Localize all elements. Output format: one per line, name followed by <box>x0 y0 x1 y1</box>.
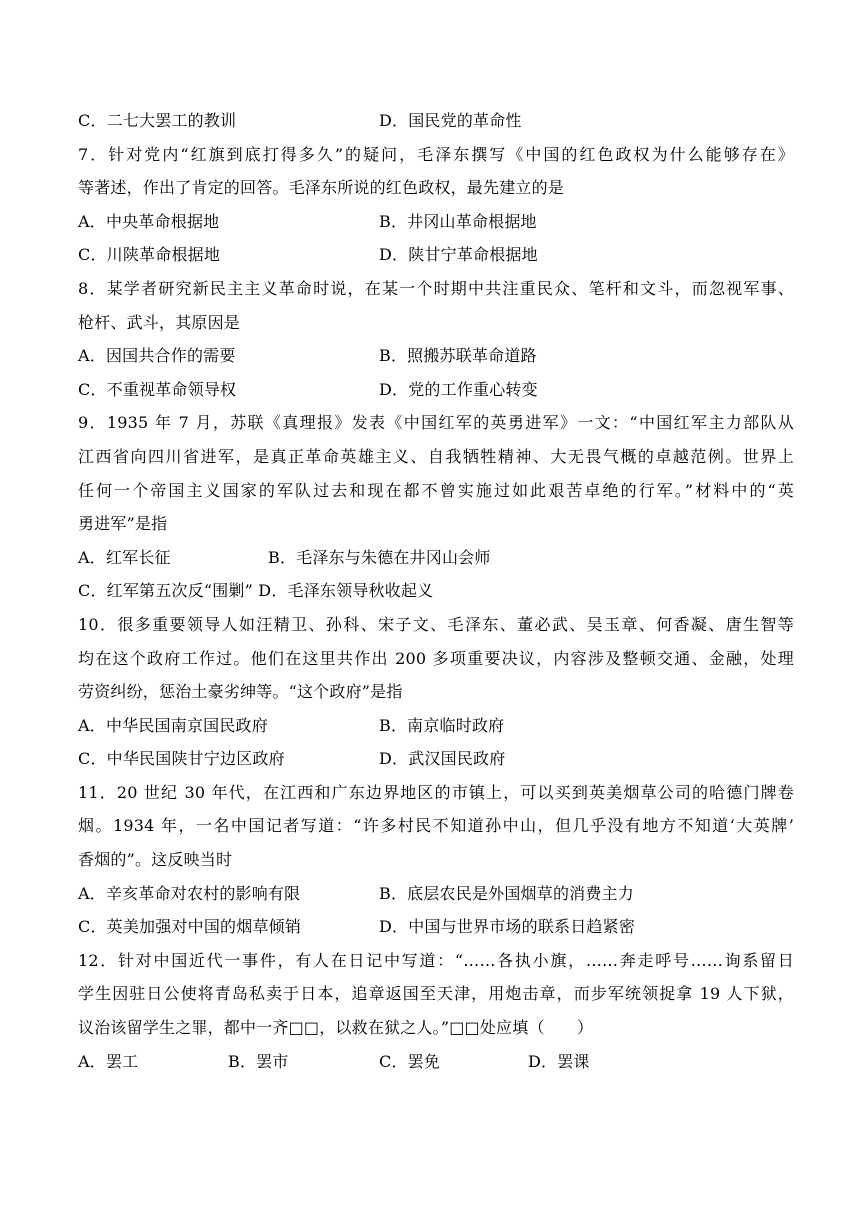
q9-stem-line-3: 任何一个帝国主义国家的军队过去和现在都不曾实施过如此艰苦卓绝的行军。”材料中的“英 <box>78 480 794 500</box>
q12-options-row <box>78 1045 794 1079</box>
q12-stem-line-1: 12．针对中国近代一事件，有人在日记中写道：“……各执小旗，……奔走呼号……询系留日 <box>78 950 794 970</box>
q8-stem-line-1: 8．某学者研究新民主主义革命时说，在某一个时期中共注重民众、笔杆和文斗，而忽视军事、 <box>78 278 794 298</box>
q9-options-row-ab <box>78 541 794 575</box>
q9-option-a[interactable]: A．红军长征 <box>78 547 171 567</box>
q12-option-c[interactable]: C．罢免 <box>379 1051 441 1071</box>
q6-options-row-cd <box>78 104 794 138</box>
q7-option-d[interactable]: D．陕甘宁革命根据地 <box>379 245 538 265</box>
q9-stem-line-4: 勇进军”是指 <box>78 514 168 534</box>
q7-option-a[interactable]: A．中央革命根据地 <box>78 211 220 231</box>
q9-options-row-cd <box>78 574 794 608</box>
q8-option-d[interactable]: D．党的工作重心转变 <box>379 379 538 399</box>
q11-option-c[interactable]: C．英美加强对中国的烟草倾销 <box>78 917 302 937</box>
q10-stem-line-1: 10．很多重要领导人如汪精卫、孙科、宋子文、毛泽东、董必武、吴玉章、何香凝、唐生智等 <box>78 614 794 634</box>
q8-option-c[interactable]: C．不重视革命领导权 <box>78 379 237 399</box>
q9-option-cd[interactable]: C．红军第五次反“围剿” D．毛泽东领导秋收起义 <box>78 581 434 601</box>
q7-options-row-ab <box>78 205 794 239</box>
exam-page <box>78 104 794 1078</box>
q10-option-a[interactable]: A．中华民国南京国民政府 <box>78 715 268 735</box>
q9-stem-line-2: 江西省向四川省进军，是真正革命英雄主义、自我牺牲精神、大无畏气概的卓越范例。世界上 <box>78 446 794 466</box>
q12-option-a[interactable]: A．罢工 <box>78 1051 139 1071</box>
q11-options-row-cd <box>78 910 794 944</box>
q7-option-b[interactable]: B．井冈山革命根据地 <box>379 211 537 231</box>
q6-option-d[interactable]: D．国民党的革命性 <box>379 111 522 130</box>
q10-options-row-cd <box>78 742 794 776</box>
q11-stem-line-2: 烟。1934 年，一名中国记者写道：“许多村民不知道孙中山，但几乎没有地方不知道‘大英牌’ <box>78 816 794 836</box>
q8-option-b[interactable]: B．照搬苏联革命道路 <box>379 346 537 366</box>
q10-option-c[interactable]: C．中华民国陕甘宁边区政府 <box>78 749 285 769</box>
q11-option-d[interactable]: D．中国与世界市场的联系日趋紧密 <box>379 917 636 937</box>
q11-options-row-ab <box>78 877 794 911</box>
q11-option-b[interactable]: B．底层农民是外国烟草的消费主力 <box>379 883 634 903</box>
q9-stem-line-1: 9．1935 年 7 月，苏联《真理报》发表《中国红军的英勇进军》一文：“中国红军主力部队从 <box>78 413 794 433</box>
q8-stem-line-2: 枪杆、武斗，其原因是 <box>78 312 241 332</box>
q10-stem-line-3: 劳资纠纷，惩治土豪劣绅等。“这个政府”是指 <box>78 682 403 702</box>
q12-stem-line-3: 议治该留学生之罪，都中一齐□□，以救在狱之人。”□□处应填（ ） <box>78 1018 594 1038</box>
q7-stem-line-2: 等著述，作出了肯定的回答。毛泽东所说的红色政权，最先建立的是 <box>78 178 565 198</box>
q7-option-c[interactable]: C．川陕革命根据地 <box>78 245 221 265</box>
q10-stem-line-2: 均在这个政府工作过。他们在这里共作出 200 多项重要决议，内容涉及整顿交通、金融，处理 <box>78 648 794 668</box>
q11-option-a[interactable]: A．辛亥革命对农村的影响有限 <box>78 883 301 903</box>
q7-stem-line-1: 7．针对党内“红旗到底打得多久”的疑问，毛泽东撰写《中国的红色政权为什么能够存在》 <box>78 144 794 164</box>
q8-option-a[interactable]: A．因国共合作的需要 <box>78 346 236 366</box>
q12-stem-line-2: 学生因驻日公使将青岛私卖于日本，追章返国至天津，用炮击章，而步军统领捉拿 19 人下狱， <box>78 984 794 1004</box>
q9-option-b[interactable]: B．毛泽东与朱德在井冈山会师 <box>268 547 491 567</box>
q8-options-row-ab <box>78 339 794 373</box>
q8-options-row-cd <box>78 373 794 407</box>
q10-option-b[interactable]: B．南京临时政府 <box>379 715 505 735</box>
q7-options-row-cd <box>78 238 794 272</box>
q12-option-b[interactable]: B．罢市 <box>228 1051 289 1071</box>
q12-option-d[interactable]: D．罢课 <box>528 1051 590 1071</box>
q10-option-d[interactable]: D．武汉国民政府 <box>379 749 506 769</box>
q10-options-row-ab <box>78 709 794 743</box>
q11-stem-line-1: 11．20 世纪 30 年代，在江西和广东边界地区的市镇上，可以买到英美烟草公司的哈德门牌卷 <box>78 782 794 802</box>
q6-option-c[interactable]: C．二七大罢工的教训 <box>78 111 237 130</box>
q11-stem-line-3: 香烟的”。这反映当时 <box>78 850 233 870</box>
